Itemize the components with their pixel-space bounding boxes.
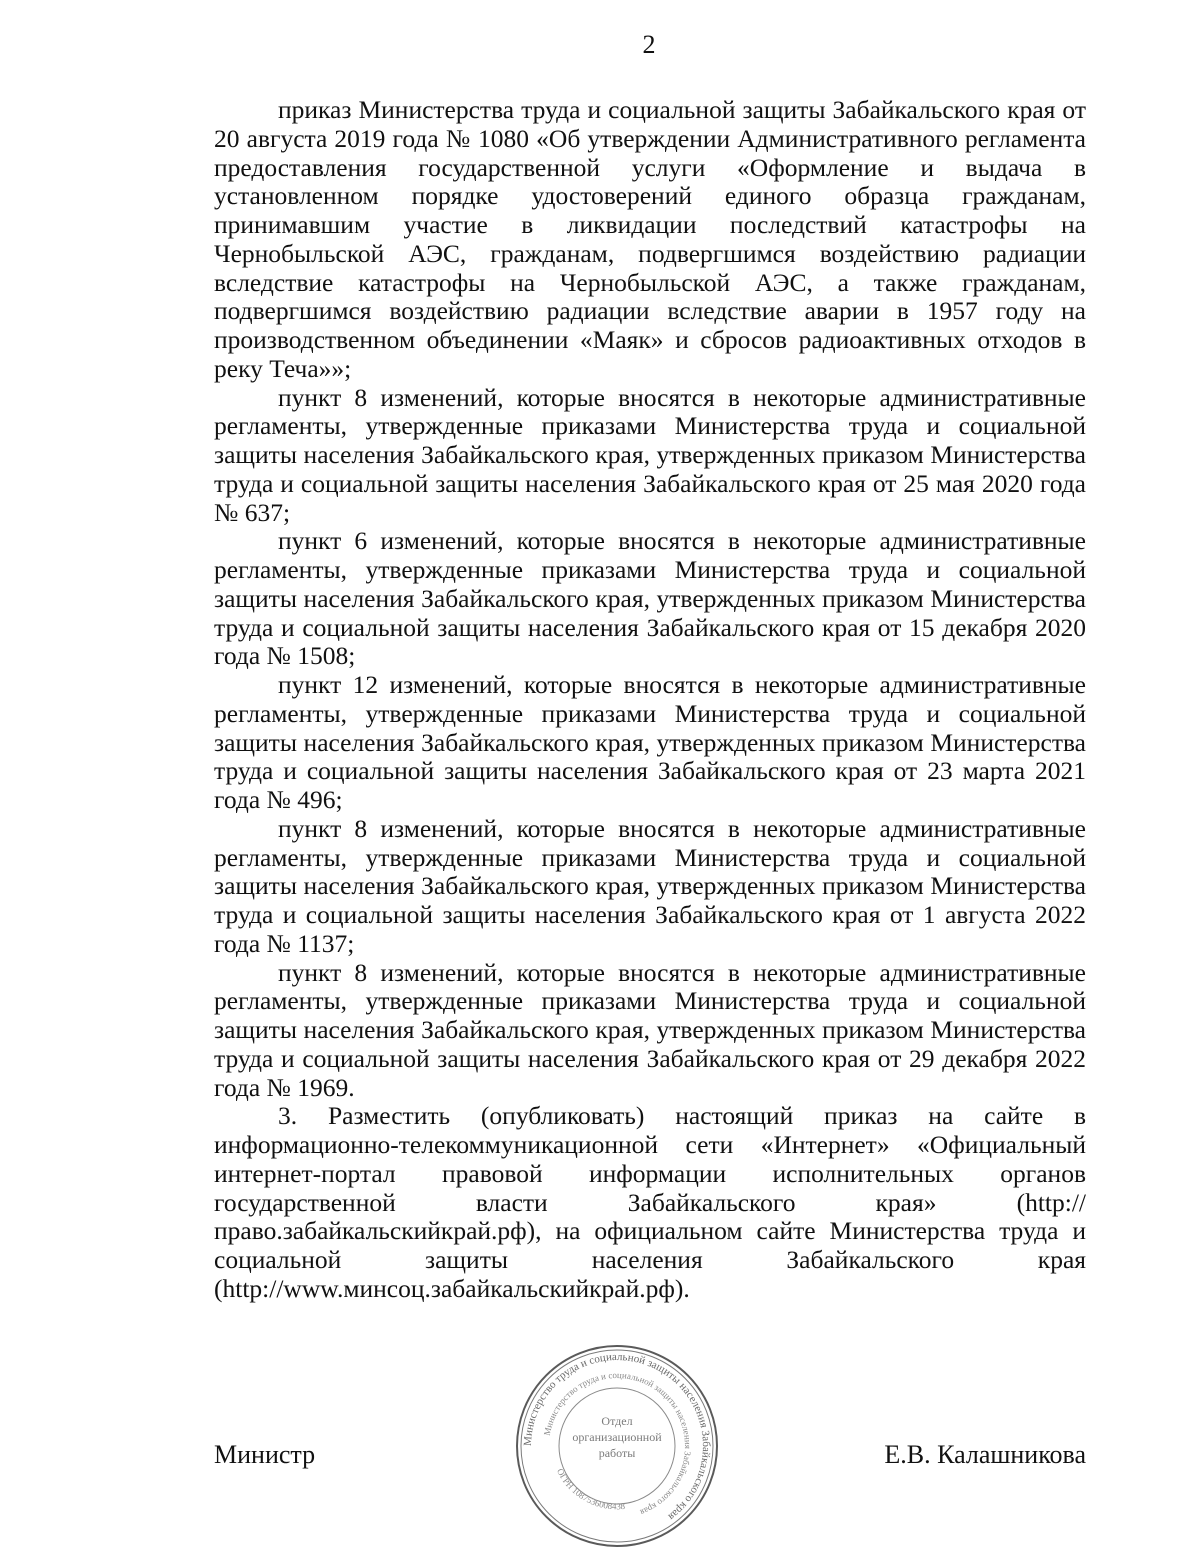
seal-ogrn-text: ОГРН 1087536008438 [554, 1466, 626, 1512]
page-number: 2 [642, 30, 656, 59]
seal-center-line: Отдел [601, 1414, 633, 1428]
signature-block [214, 1440, 1086, 1470]
document-body [214, 96, 1086, 1304]
paragraph-order-1080: приказ Министерства труда и социальной защиты Забайкальского края от 20 августа 2019 года № 1080 «Об утверждении Административного регламента предоставления государственной услуги «Оформление и выдача в установленном порядке удостоверений единого образца гражданам, принимавшим участие в ликвидации последствий катастрофы на Чернобыльской АЭС, гражданам, подвергшимся воздействию радиации вследствие катастрофы на Чернобыльской АЭС, а также гражданам, подвергшимся воздействию радиации вследствие аварии в 1957 году на производственном объединении «Маяк» и сбросов радиоактивных отходов в реку Теча»»; [214, 95, 1086, 383]
paragraph-order-496: пункт 12 изменений, которые вносятся в некоторые административные регламенты, утвержденные приказами Министерства труда и социальной защиты населения Забайкальского края, утвержденных приказом Министерства труда и социальной защиты населения Забайкальского края от 23 марта 2021 года № 496; [214, 670, 1086, 814]
seal-inner-ring-text: Министерство труда и социальной защиты населения Забайкальского края [541, 1369, 694, 1518]
seal-center-line: организационной [572, 1430, 662, 1444]
paragraph-order-1137: пункт 8 изменений, которые вносятся в некоторые административные регламенты, утвержденные приказами Министерства труда и социальной защиты населения Забайкальского края, утвержденных приказом Министерства труда и социальной защиты населения Забайкальского края от 1 августа 2022 года № 1137; [214, 813, 1086, 958]
seal-center-line: работы [598, 1446, 636, 1460]
paragraph-order-1969: пункт 8 изменений, которые вносятся в некоторые административные регламенты, утвержденные приказами Министерства труда и социальной защиты населения Забайкальского края, утвержденных приказом Министерства труда и социальной защиты населения Забайкальского края от 29 декабря 2022 года № 1969. [214, 957, 1086, 1102]
seal-outer-ring-text: Министерство труда и социальной защиты населения Забайкальского края [521, 1350, 713, 1523]
signatory-name: Е.В. Калашникова [884, 1440, 1086, 1469]
paragraph-order-1508: пункт 6 изменений, которые вносятся в некоторые административные регламенты, утвержденные приказами Министерства труда и социальной защиты населения Забайкальского края, утвержденных приказом Министерства труда и социальной защиты населения Забайкальского края от 15 декабря 2020 года № 1508; [214, 526, 1086, 671]
paragraph-order-637: пункт 8 изменений, которые вносятся в некоторые административные регламенты, утвержденные приказами Министерства труда и социальной защиты населения Забайкальского края, утвержденных приказом Министерства труда и социальной защиты населения Забайкальского края от 25 мая 2020 года № 637; [214, 382, 1086, 527]
signatory-position: Министр [214, 1440, 316, 1469]
paragraph-publish-instruction: 3. Разместить (опубликовать) настоящий приказ на сайте в информационно-телекоммуникационной сети «Интернет» «Официальный интернет-портал правовой информации исполнительных органов государственной власти Забайкальского края» (http://право.забайкальскийкрай.рф), на официальном сайте Министерства труда и социальной защиты населения Забайкальского края (http://www.минсоц.забайкальскийкрай.рф). [214, 1101, 1086, 1303]
